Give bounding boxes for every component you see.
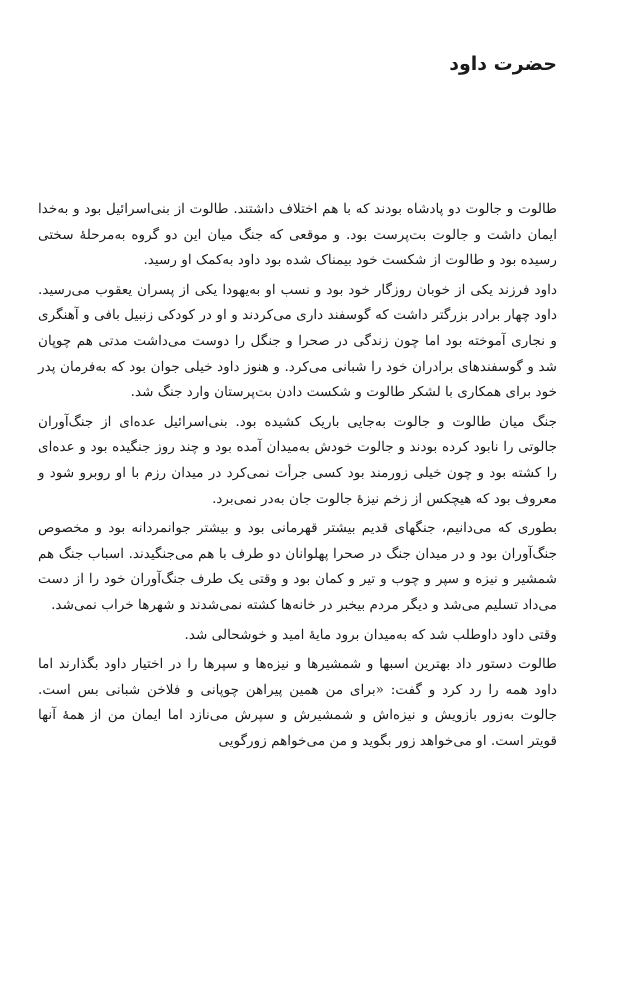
paragraph-6: طالوت دستور داد بهترین اسبها و شمشیرها و نیزه‌ها و سپرها را در اختیار داود بگذارند اما داود همه را رد کرد و گفت: «برای من همین پیراهن چوپانی و فلاخن شبانی بس است. جالوت به‌زور بازویش و نیزه‌اش و شمشیرش و سپرش می‌نازد اما ایمان من از همهٔ آنها قویتر است. او می‌خواهد زور بگوید و من می‌خواهم زورگویی: [38, 656, 557, 749]
body-text: [38, 197, 557, 758]
paragraph-1: طالوت و جالوت دو پادشاه بودند که با هم اختلاف داشتند. طالوت از بنی‌اسرائیل بود و به‌خدا ایمان داشت و جالوت بت‌پرست بود. و موقعی که جنگ میان این دو گروه به‌مرحلهٔ سختی رسیده بود و طالوت از شکست خود بیمناک شده بود داود به‌کمک او رسید.: [38, 201, 557, 269]
paragraph-2: داود فرزند یکی از خوبان روزگار خود بود و نسب او به‌یهودا یکی از پسران یعقوب می‌رسید. داود چهار برادر بزرگتر داشت که گوسفند داری می‌کردند و او در کودکی زنبیل بافی و آهنگری و نجاری آموخته بود اما چون زندگی در صحرا و جنگل را دوست می‌داشت مدتی هم چوپان شد و گوسفندهای برادران خود را شبانی می‌کرد. و هنوز داود خیلی جوان بود که به‌فرمان پدر خود برای همکاری با لشکر طالوت و شکست دادن بت‌پرستان وارد جنگ شد.: [38, 281, 557, 401]
paragraph-3: جنگ میان طالوت و جالوت به‌جایی باریک کشیده بود. بنی‌اسرائیل عده‌ای از جنگ‌آوران جالوتی را نابود کرده بودند و جالوت خودش به‌میدان آمده بود و چند روز جنگیده بود و عده‌ای را کشته بود و چون خیلی زورمند بود کسی جرأت نمی‌کرد در میدان رزم با او روبرو شود و معروف بود که هیچکس از زخم نیزهٔ جالوت جان به‌در نمی‌برد.: [38, 413, 557, 507]
chapter-title: حضرت داود: [449, 53, 557, 75]
paragraph-4: بطوری که می‌دانیم، جنگهای قدیم بیشتر قهرمانی بود و بیشتر جوانمردانه بود و مخصوص جنگ‌آوران بود و در میدان جنگ در صحرا پهلوانان دو طرف با هم می‌جنگیدند. اسباب جنگ هم شمشیر و نیزه و سپر و چوب و تیر و کمان بود و وقتی یک طرف جنگ‌آوران خود را از دست می‌داد تسلیم می‌شد و دیگر مردم بیخبر در خانه‌ها کشته نمی‌شدند و شهرها خراب نمی‌شد.: [38, 520, 557, 613]
paragraph-5: وقتی داود داوطلب شد که به‌میدان برود مایهٔ امید و خوشحالی شد.: [184, 626, 557, 643]
